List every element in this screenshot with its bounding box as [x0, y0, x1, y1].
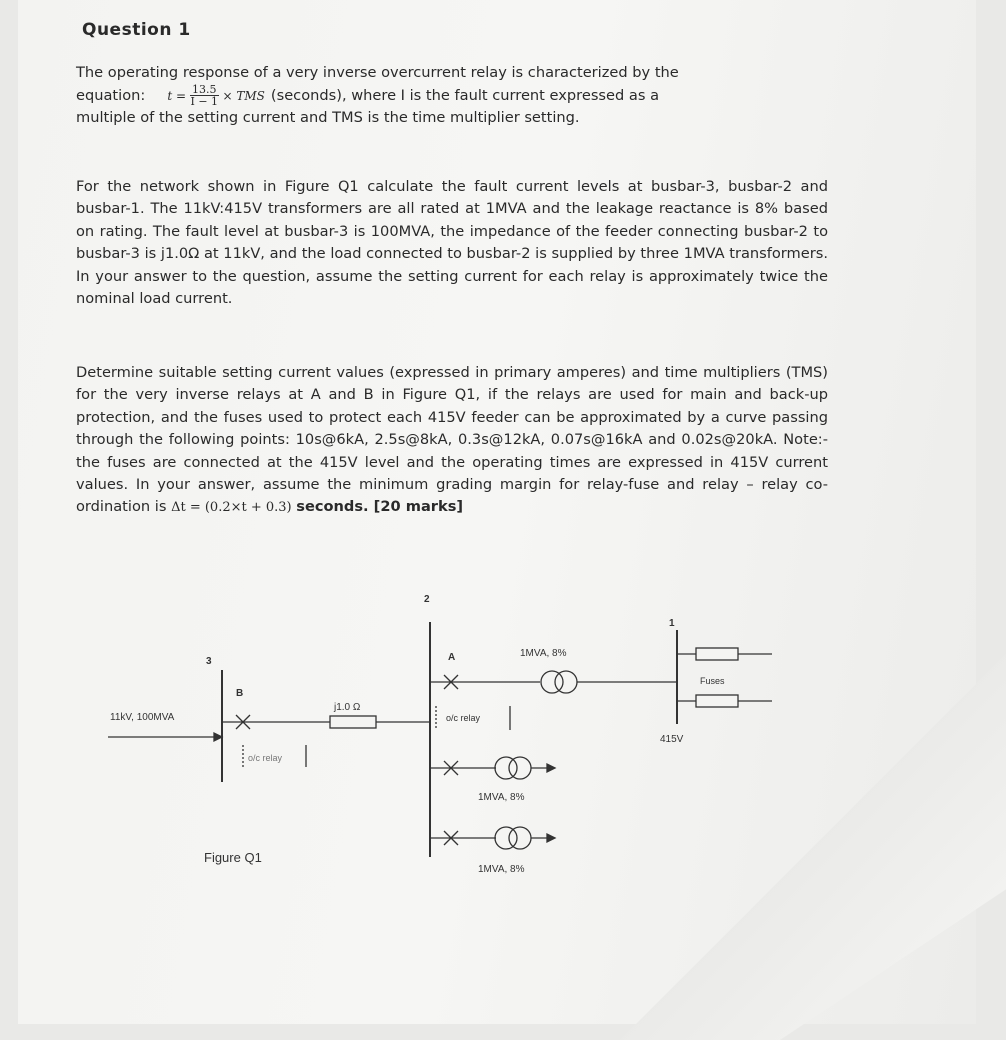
fuse-2: [696, 695, 738, 707]
p1-start: The operating response of a very inverse overcurrent relay is characterized by the: [76, 64, 679, 81]
grading-margin-equation: Δt = (0.2×t + 0.3): [171, 500, 292, 516]
load-arrow-2: [547, 764, 555, 772]
relay-a-label: A: [448, 652, 456, 663]
source-label: 11kV, 100MVA: [110, 712, 175, 723]
lv-voltage-label: 415V: [660, 734, 684, 745]
fuse-1: [696, 648, 738, 660]
feeder-impedance-label: j1.0 Ω: [334, 702, 361, 713]
bus1-label: 1: [669, 618, 675, 629]
equation-numerator: 13.5: [192, 83, 217, 97]
bus2-label: 2: [424, 594, 430, 605]
tx2-label: 1MVA, 8%: [478, 792, 525, 803]
p1-after-equation: (seconds), where I is the fault current expressed as a: [270, 86, 660, 104]
relay-b-box-label: o/c relay: [248, 753, 283, 763]
relay-a-box-label: o/c relay: [446, 713, 481, 723]
equation-lhs: t =: [167, 88, 187, 103]
equation-tms: × TMS: [222, 88, 265, 103]
fuses-label: Fuses: [700, 676, 725, 686]
transformer-2-secondary: [509, 757, 531, 779]
feeder-impedance-box: [330, 716, 376, 728]
figure-caption: Figure Q1: [204, 850, 262, 865]
question-title: Question 1: [82, 20, 191, 40]
tx1-label: 1MVA, 8%: [520, 648, 567, 659]
source-arrow: [214, 733, 222, 741]
tx3-label: 1MVA, 8%: [478, 864, 525, 875]
relay-b-label: B: [236, 688, 244, 699]
transformer-2-primary: [495, 757, 517, 779]
transformer-1-primary: [541, 671, 563, 693]
bus3-label: 3: [206, 656, 212, 667]
paragraph-network: For the network shown in Figure Q1 calculate the fault current levels at busbar-3, busbar-2 and busbar-1. The 11kV:415V transformers are all rated at 1MVA and the leakage reactance is 8% based on rating. The fault level at busbar-3 is 100MVA, the impedance of the feeder connecting busbar-2 to busbar-3 is j1.0Ω at 11kV, and the load connected to busbar-2 is supplied by three 1MVA transformers. In your answer to the question, assume the setting current for each relay is approximately twice the nominal load current.: [76, 178, 828, 308]
transformer-3-secondary: [509, 827, 531, 849]
transformer-1-secondary: [555, 671, 577, 693]
equation-denominator: I − 1: [190, 95, 219, 109]
p3-end: seconds. [20 marks]: [296, 498, 464, 516]
p3-text: Determine suitable setting current values (expressed in primary amperes) and time multipliers (TMS) for the very inverse relays at A and B in Figure Q1, if the relays are used for main and back-up protection, and the fuses used to protect each 415V feeder can be approximated by a curve passing through the following points: 10s@6kA, 2.5s@8kA, 0.3s@12kA, 0.07s@16kA and 0.02s@20kA. Note:- the fuses are connected at the 415V level and the operating times are expressed in 415V current values. In your answer, assume the minimum grading margin for relay-fuse and relay – relay co-ordination is: [76, 364, 828, 516]
equation-label: equation:: [76, 86, 146, 104]
transformer-3-primary: [495, 827, 517, 849]
p1-end: multiple of the setting current and TMS is the time multiplier setting.: [76, 109, 580, 127]
load-arrow-3: [547, 834, 555, 842]
